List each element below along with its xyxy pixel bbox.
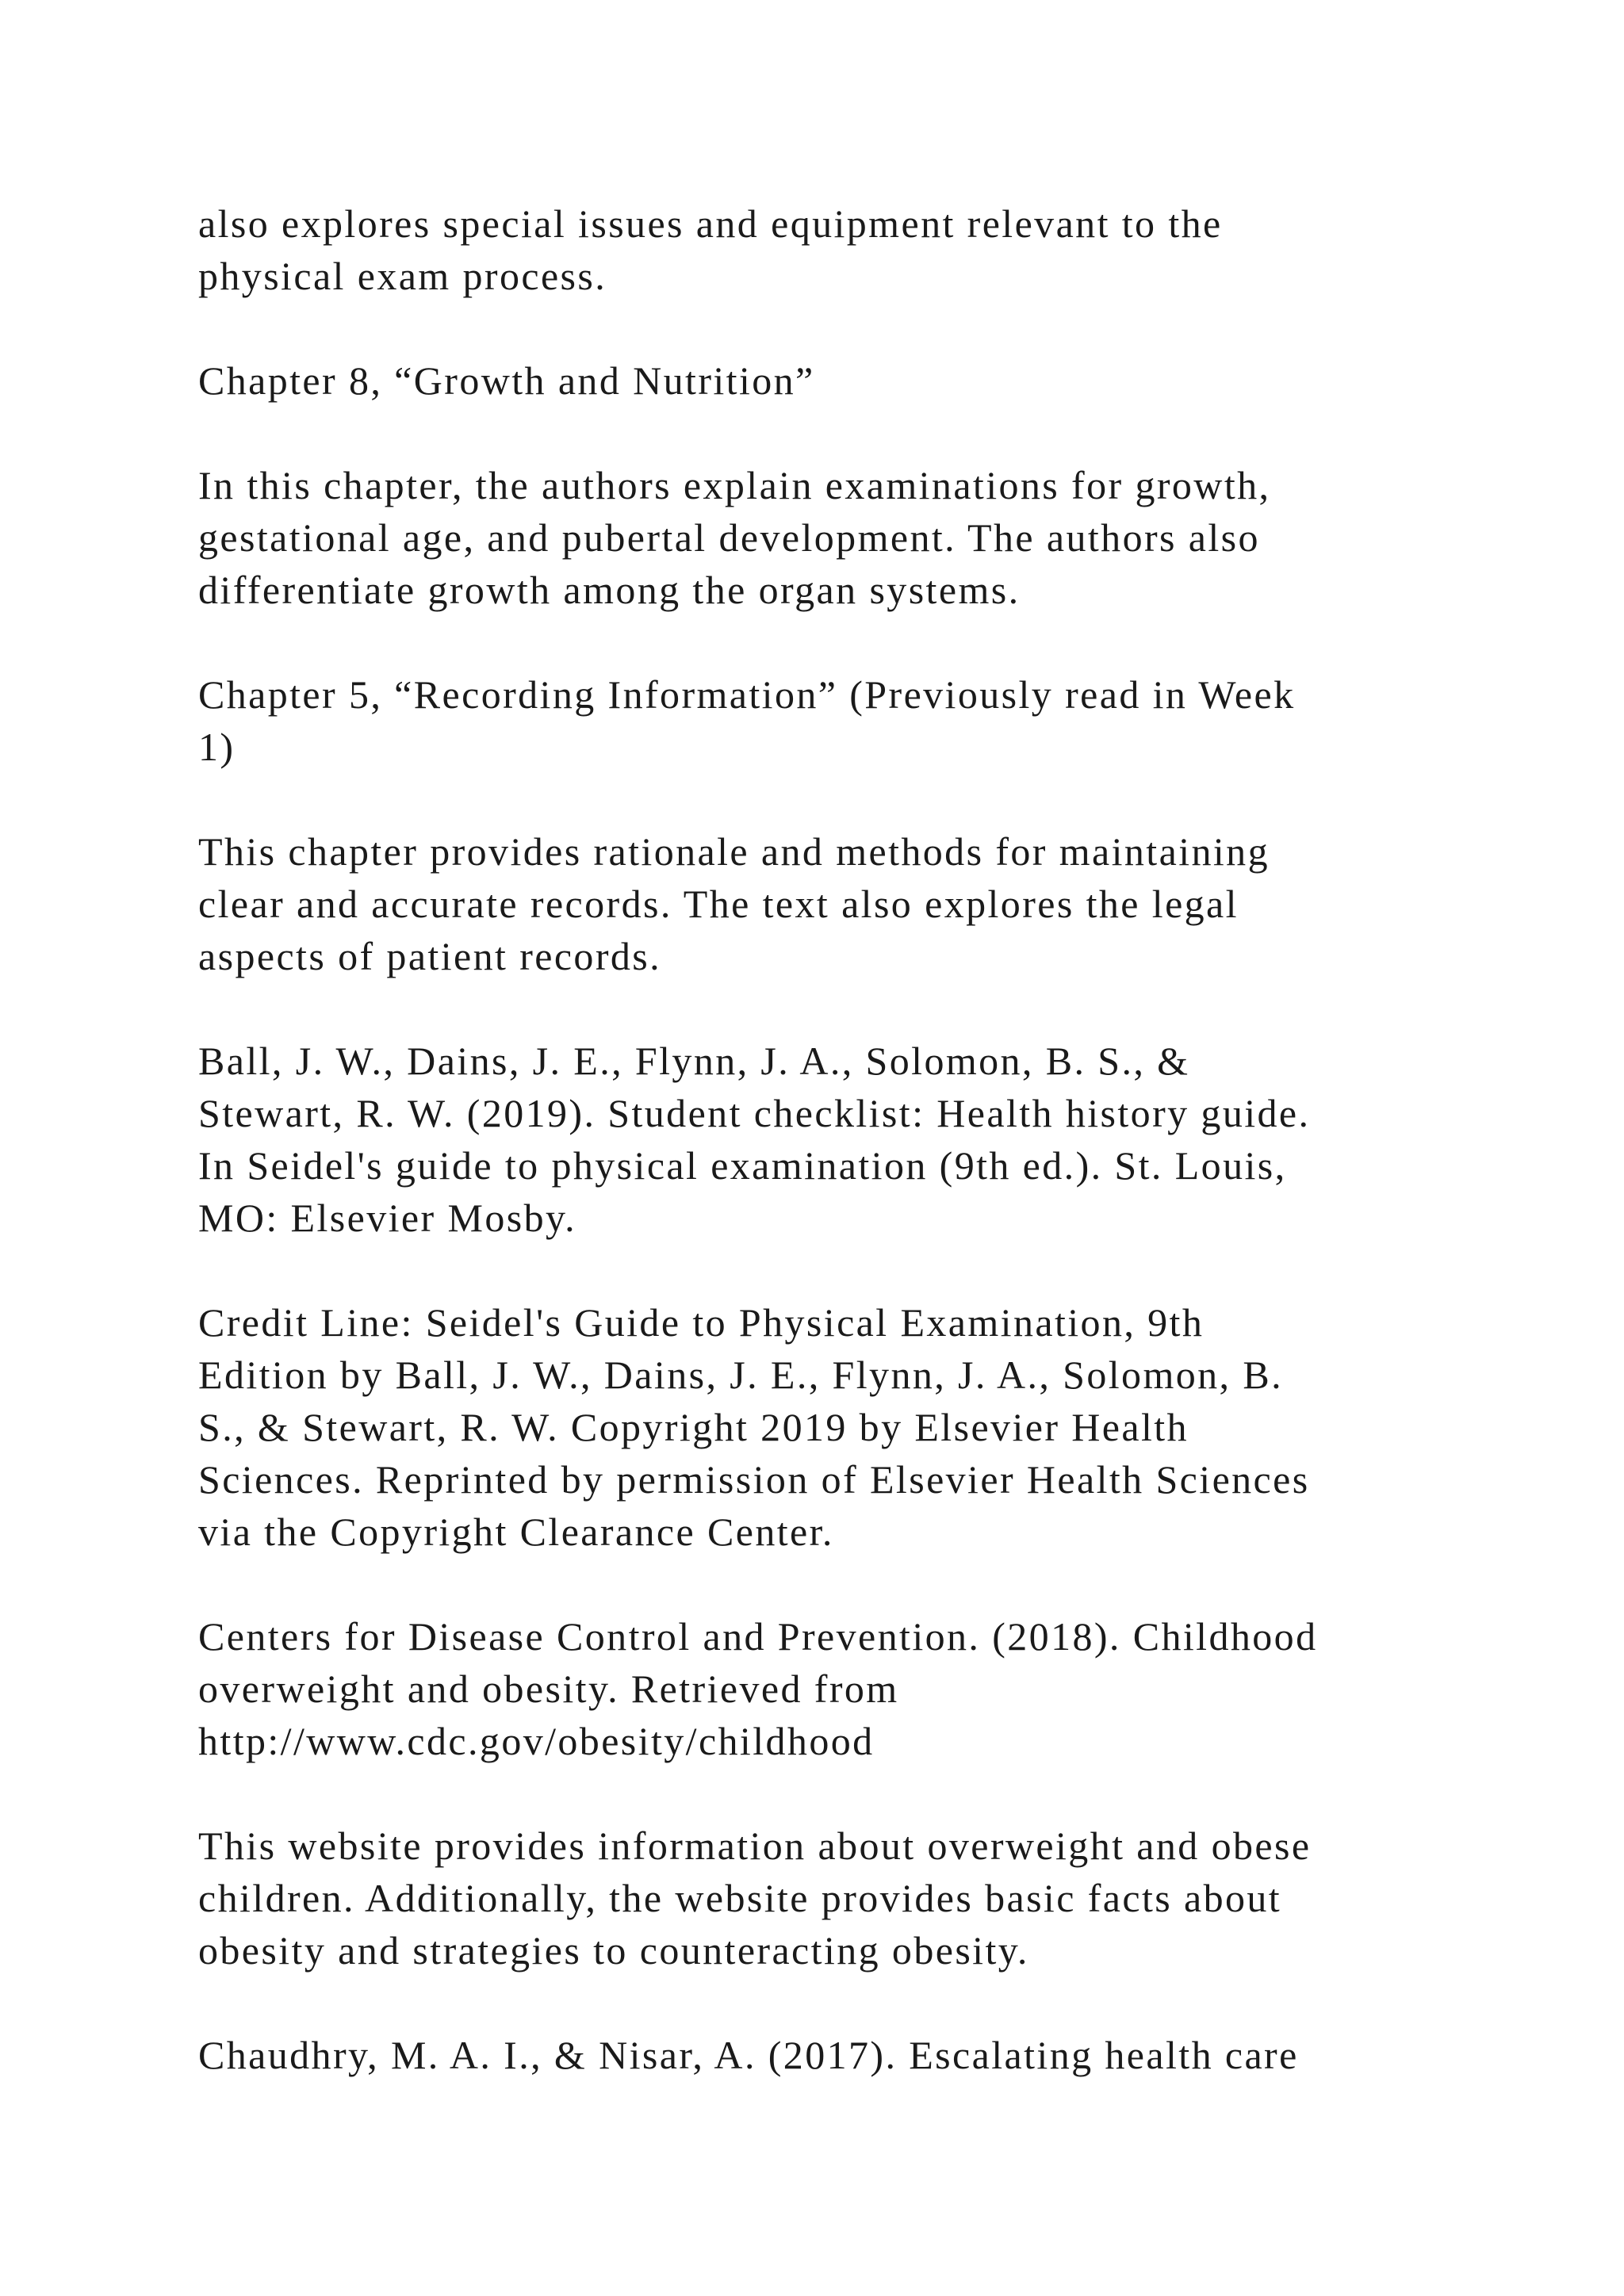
text-line: In this chapter, the authors explain examinations for growth,	[198, 463, 1271, 507]
text-line: MO: Elsevier Mosby.	[198, 1196, 577, 1240]
text-line: via the Copyright Clearance Center.	[198, 1510, 834, 1554]
text-line: obesity and strategies to counteracting obesity.	[198, 1928, 1029, 1973]
text-line: In Seidel's guide to physical examination (9th ed.). St. Louis,	[198, 1143, 1287, 1188]
text-line: This website provides information about overweight and obese	[198, 1823, 1312, 1868]
text-line: Ball, J. W., Dains, J. E., Flynn, J. A., Solomon, B. S., &	[198, 1039, 1190, 1083]
paragraph-exam-process	[198, 197, 1435, 302]
text-line: Credit Line: Seidel's Guide to Physical Examination, 9th	[198, 1300, 1205, 1345]
text-line: Stewart, R. W. (2019). Student checklist: Health history guide.	[198, 1091, 1311, 1135]
paragraph-chapter-5-heading	[198, 668, 1435, 773]
text-line: Chapter 5, “Recording Information” (Previously read in Week	[198, 672, 1296, 717]
paragraph-website-summary	[198, 1820, 1435, 1976]
text-line: physical exam process.	[198, 254, 607, 298]
reference-ball-checklist	[198, 1035, 1435, 1244]
text-line: S., & Stewart, R. W. Copyright 2019 by Elsevier Health	[198, 1405, 1189, 1449]
reference-url: http://www.cdc.gov/obesity/childhood	[198, 1719, 875, 1763]
text-line: Edition by Ball, J. W., Dains, J. E., Flynn, J. A., Solomon, B.	[198, 1353, 1283, 1397]
text-line: Centers for Disease Control and Prevention. (2018). Childhood	[198, 1614, 1318, 1659]
text-line: Chapter 8, “Growth and Nutrition”	[198, 358, 815, 403]
text-line: gestational age, and pubertal development. The authors also	[198, 515, 1260, 560]
text-line: differentiate growth among the organ systems.	[198, 568, 1021, 612]
text-line: children. Additionally, the website provides basic facts about	[198, 1876, 1282, 1920]
text-line: clear and accurate records. The text also explores the legal	[198, 882, 1239, 926]
text-line: aspects of patient records.	[198, 934, 662, 978]
reference-cdc-obesity	[198, 1610, 1435, 1767]
text-line: This chapter provides rationale and methods for maintaining	[198, 829, 1270, 874]
paragraph-chapter-5-summary	[198, 825, 1435, 982]
document-body	[198, 197, 1435, 2133]
paragraph-chapter-8-summary	[198, 459, 1435, 616]
text-line: Sciences. Reprinted by permission of Elsevier Health Sciences	[198, 1457, 1310, 1502]
text-line: overweight and obesity. Retrieved from	[198, 1667, 899, 1711]
reference-chaudhry-nisar	[198, 2029, 1435, 2081]
text-line: Chaudhry, M. A. I., & Nisar, A. (2017). Escalating health care	[198, 2033, 1299, 2077]
credit-line	[198, 1296, 1435, 1558]
text-line: 1)	[198, 725, 236, 769]
text-line: also explores special issues and equipment relevant to the	[198, 201, 1223, 246]
paragraph-chapter-8-heading	[198, 354, 1435, 407]
